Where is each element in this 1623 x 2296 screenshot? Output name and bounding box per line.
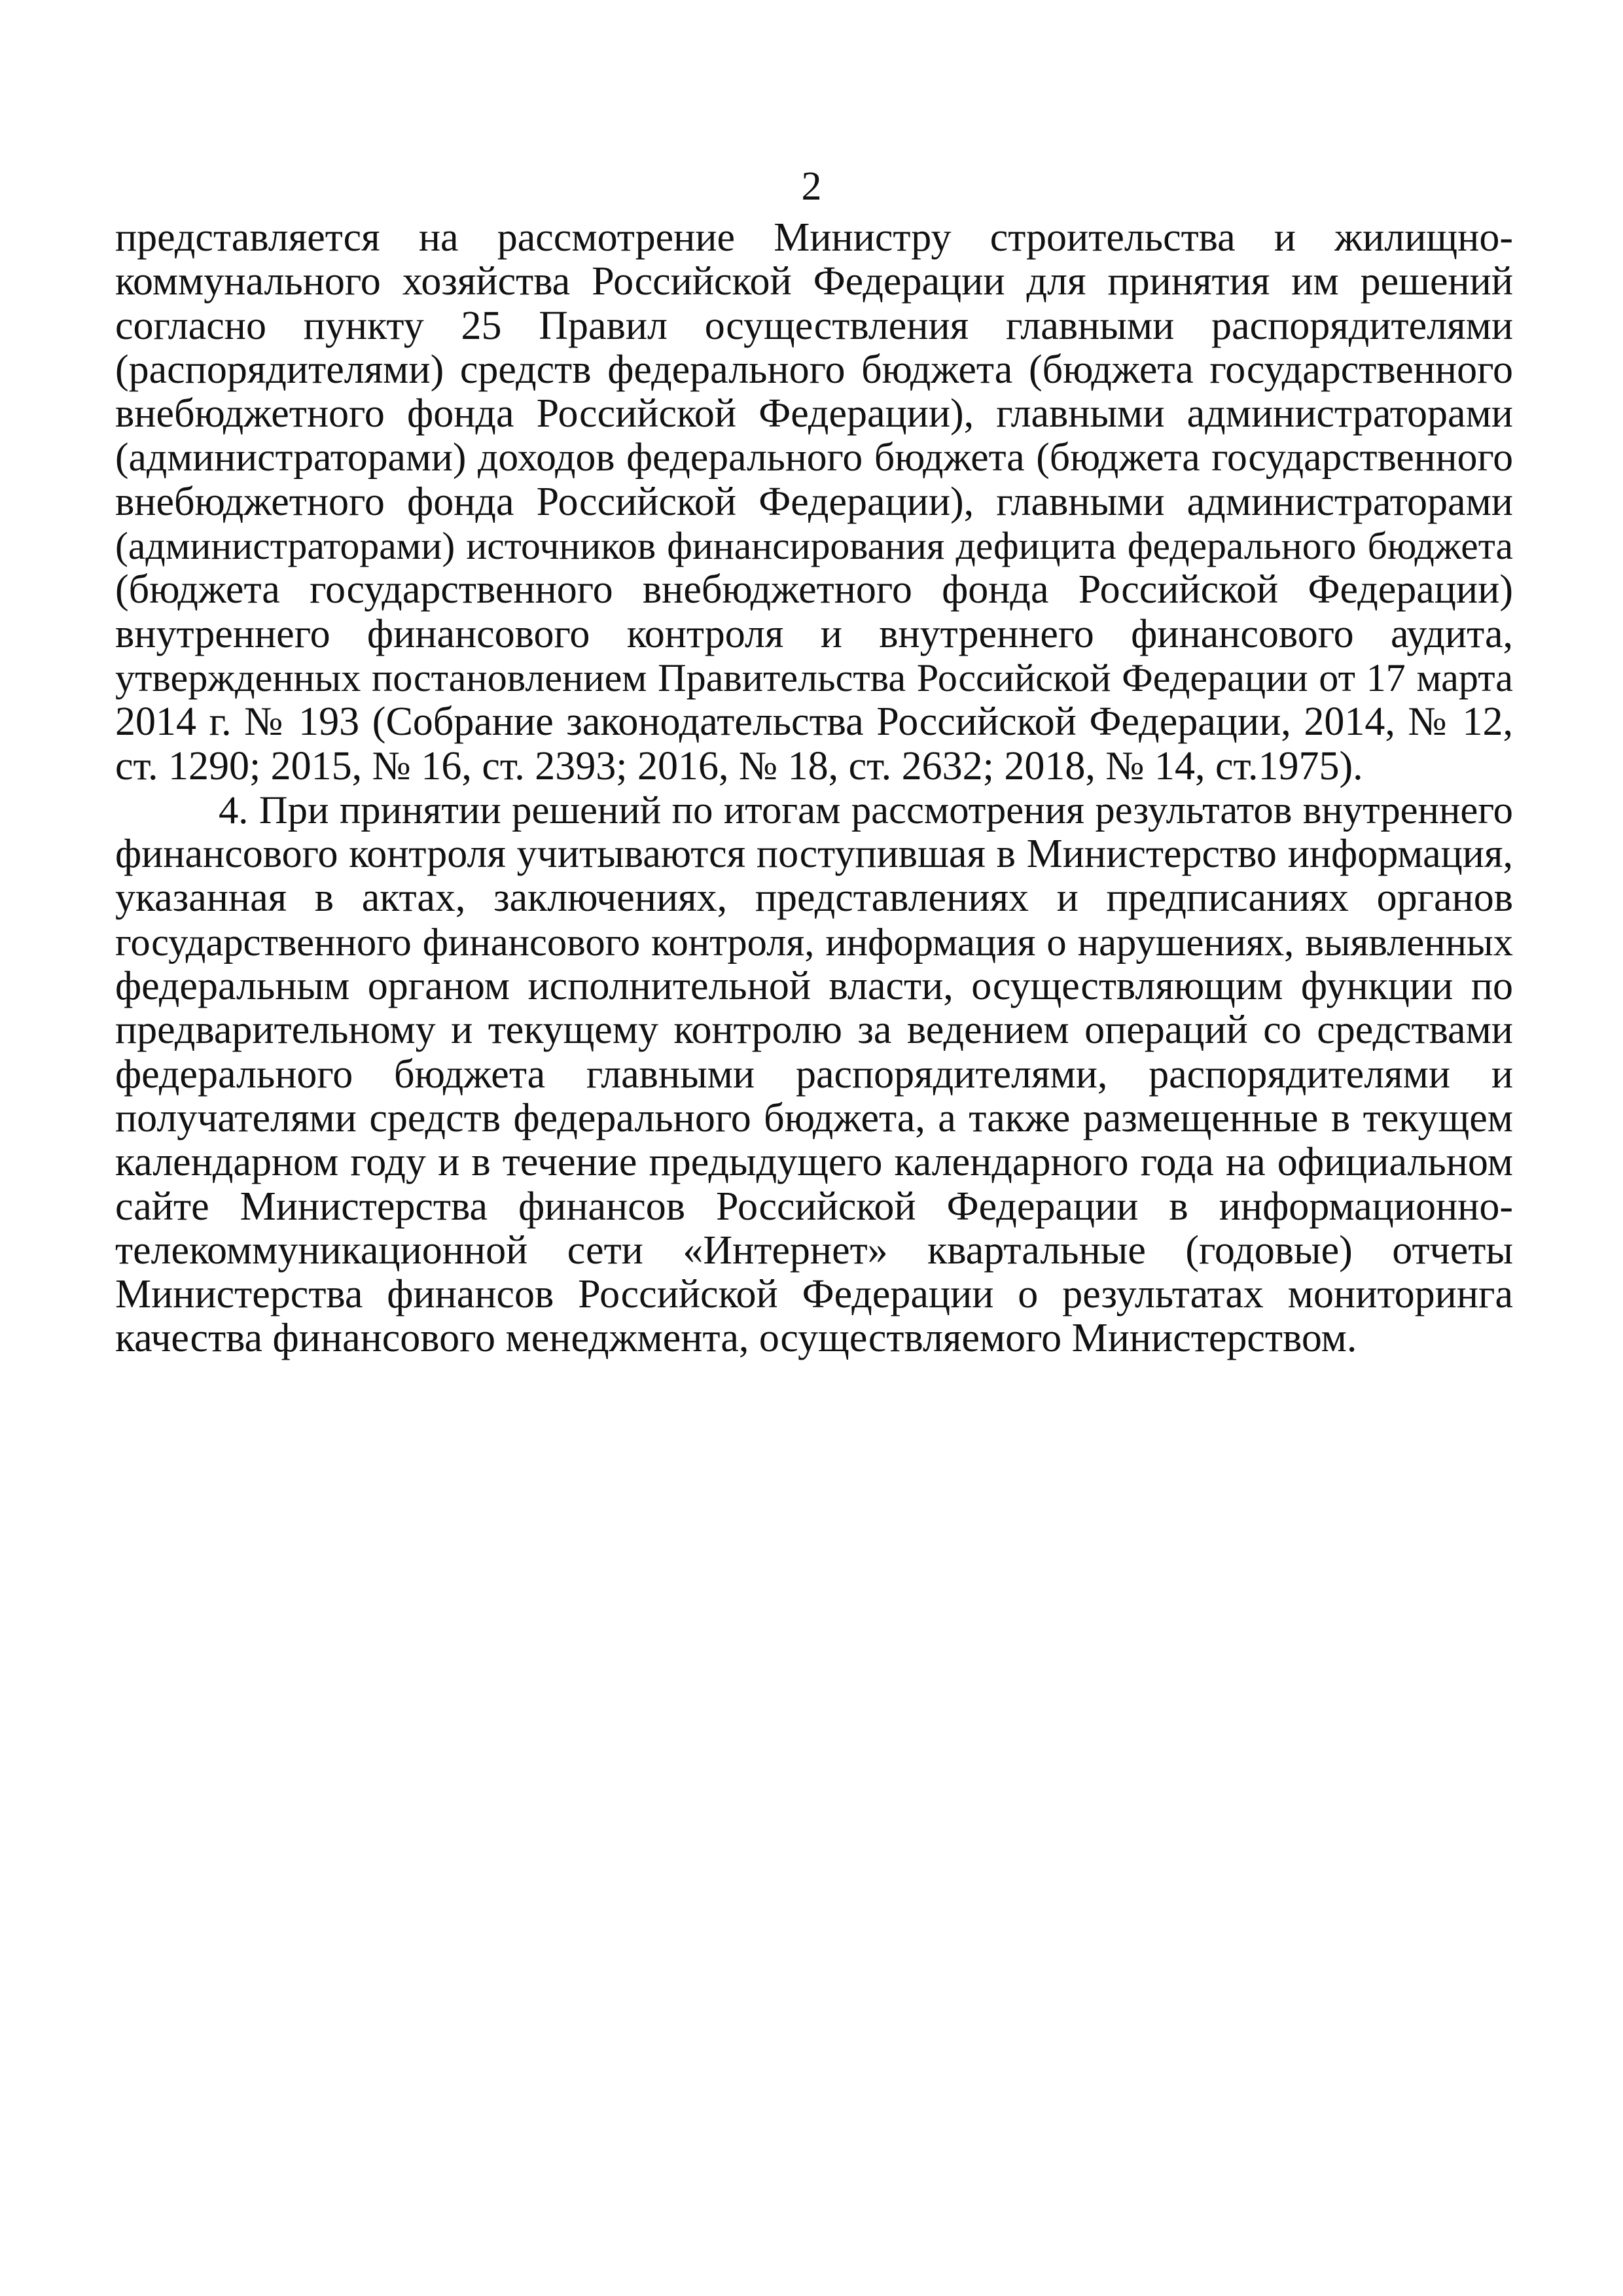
text-line: (администраторами) источников финансирования дефицита федерального бюджета	[115, 524, 1513, 568]
text-line: федеральным органом исполнительной власти, осуществляющим функции по	[115, 964, 1513, 1009]
text-line: телекоммуникационной сети «Интернет» квартальные (годовые) отчеты	[115, 1227, 1513, 1273]
text-line: государственного финансового контроля, информация о нарушениях, выявленных	[115, 920, 1513, 964]
page-number: 2	[801, 164, 822, 209]
text-line: финансового контроля учитываются поступившая в Министерство информация,	[115, 832, 1513, 877]
text-line: федерального бюджета главными распорядителями, распорядителями и	[115, 1051, 1513, 1097]
text-line: (распорядителями) средств федерального бюджета (бюджета государственного	[115, 347, 1513, 392]
text-line: календарном году и в течение предыдущего календарного года на официальном	[115, 1140, 1513, 1185]
text-line: представляется на рассмотрение Министру строительства и жилищно-	[115, 215, 1513, 260]
text-line: сайте Министерства финансов Российской Федерации в информационно-	[115, 1184, 1513, 1229]
text-line: получателями средств федерального бюджета, а также размещенные в текущем	[115, 1095, 1513, 1140]
text-line: внебюджетного фонда Российской Федерации), главными администраторами	[115, 479, 1513, 524]
text-line: качества финансового менеджмента, осуществляемого Министерством.	[115, 1316, 1357, 1361]
text-line: согласно пункту 25 Правил осуществления главными распорядителями	[115, 303, 1513, 348]
text-line: внебюджетного фонда Российской Федерации), главными администраторами	[115, 391, 1513, 436]
text-line: (администраторами) доходов федерального бюджета (бюджета государственного	[115, 435, 1513, 480]
text-line: коммунального хозяйства Российской Федерации для принятия им решений	[115, 259, 1513, 304]
text-line: утвержденных постановлением Правительства Российской Федерации от 17 марта	[115, 656, 1513, 700]
text-line: предварительному и текущему контролю за ведением операций со средствами	[115, 1008, 1513, 1053]
document-body	[115, 216, 1513, 1361]
text-line: 4. При принятии решений по итогам рассмотрения результатов внутреннего	[219, 788, 1513, 832]
text-line: указанная в актах, заключениях, представлениях и предписаниях органов	[115, 875, 1513, 921]
text-line: Министерства финансов Российской Федерации о результатах мониторинга	[115, 1272, 1513, 1317]
text-line: внутреннего финансового контроля и внутреннего финансового аудита,	[115, 611, 1513, 656]
text-line: 2014 г. № 193 (Собрание законодательства Российской Федерации, 2014, № 12,	[115, 699, 1513, 745]
text-line: (бюджета государственного внебюджетного фонда Российской Федерации)	[115, 567, 1513, 612]
text-line: ст. 1290; 2015, № 16, ст. 2393; 2016, № 18, ст. 2632; 2018, № 14, ст.1975).	[115, 743, 1363, 788]
